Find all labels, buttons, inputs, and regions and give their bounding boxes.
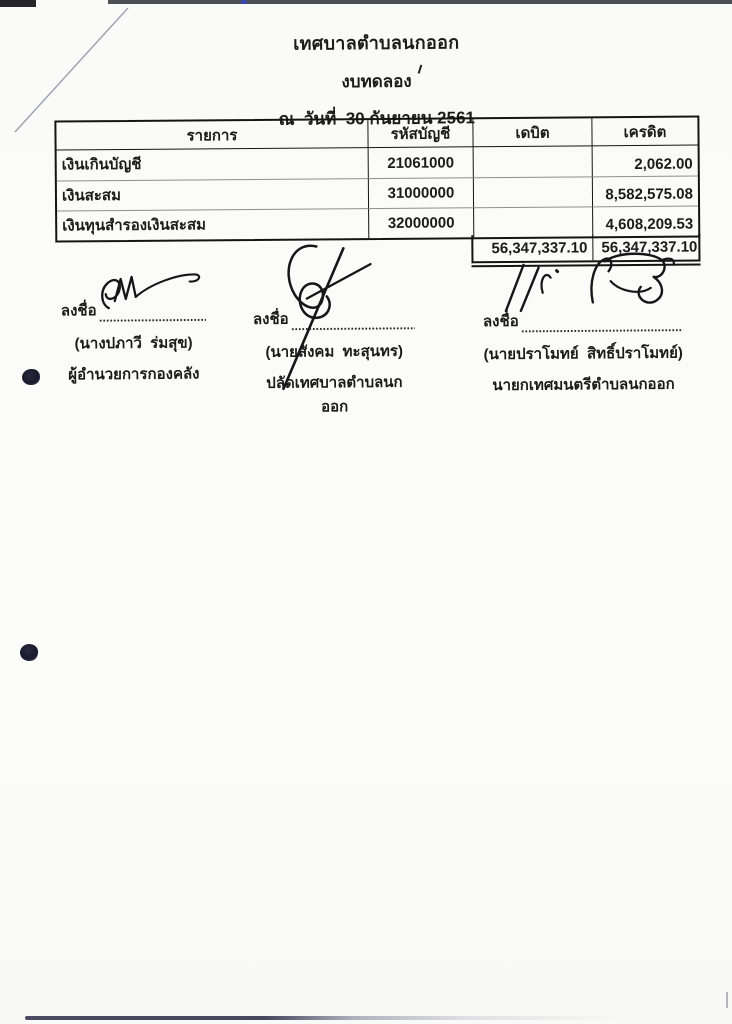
total-credit: 56,347,337.10 (592, 233, 702, 260)
column-header-account-code: รหัสบัญชี (367, 119, 472, 148)
signatory-title: ปลัดเทศบาลตำบลนกออก (266, 373, 403, 416)
signature-block-municipal-clerk (253, 306, 416, 419)
sign-label: ลงชื่อ (252, 310, 289, 329)
dotted-line (291, 316, 415, 331)
organization-title: เทศบาลตำบลนกออก (293, 32, 460, 54)
table-row-item: เงินเกินบัญชี (61, 155, 142, 174)
table-row-item: เงินทุนสำรองเงินสะสม (57, 208, 368, 240)
report-title-row (54, 65, 699, 97)
signatory-name: (นายสังคม ทะสุนทร) (265, 342, 404, 361)
table-row-account-code: 31000000 (368, 177, 473, 208)
sign-label: ลงชื่อ (60, 302, 97, 320)
column-header-credit: เครดิต (591, 118, 697, 147)
table-row-credit: 2,062.00 (592, 146, 698, 177)
table-row-debit (473, 206, 592, 237)
signatory-name: (นายปราโมทย์ สิทธิ์ปราโมทย์) (483, 344, 683, 364)
signature-line (483, 308, 683, 334)
table-row-debit (473, 176, 592, 207)
table-row-item: เงินสะสม (57, 178, 368, 210)
table-row-account-code: 32000000 (368, 207, 473, 238)
column-header-debit: เดบิต (472, 118, 591, 147)
as-of-date-line: ณ วันที่ 30 กันยายน 2561 (278, 108, 476, 129)
signature-block-finance-director (61, 297, 207, 386)
signature-line (253, 306, 415, 331)
total-debit: 56,347,337.10 (491, 238, 588, 257)
sign-label: ลงชื่อ (482, 312, 519, 331)
totals-row (471, 233, 700, 263)
signatory-name: (นางปภาวี ร่มสุข) (74, 334, 193, 353)
signatory-title: ผู้อำนวยการกองคลัง (68, 365, 200, 384)
table-row-credit: 8,582,575.08 (592, 176, 698, 207)
dotted-line (99, 307, 206, 322)
signature-line (61, 297, 206, 322)
column-header-item: รายการ (56, 120, 367, 150)
trial-balance-table (54, 115, 700, 242)
stray-pen-tick (417, 65, 422, 74)
table-row-account-code: 21061000 (368, 147, 473, 178)
report-title: งบทดลอง (341, 71, 412, 92)
signature-block-mayor (483, 308, 684, 398)
table-row-debit (473, 146, 592, 177)
dotted-line (521, 318, 683, 333)
table-row-credit: 4,608,209.53 (592, 206, 698, 237)
signatory-title: นายกเทศมนตรีตำบลนกออก (492, 375, 675, 395)
